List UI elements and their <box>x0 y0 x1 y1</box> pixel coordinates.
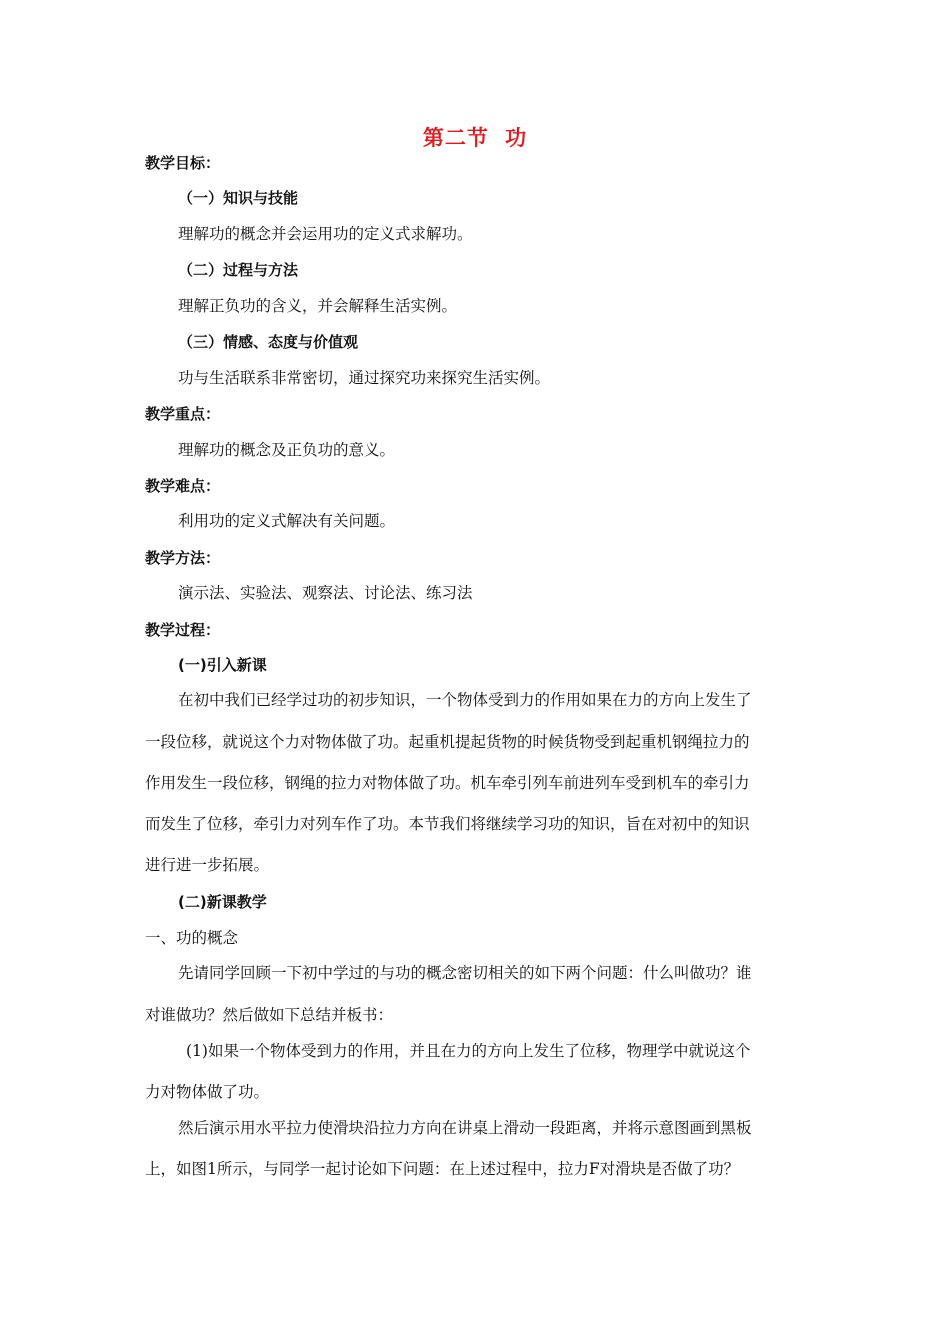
objectives-text2: 理解正负功的含义，并会解释生活实例。 <box>178 297 458 315</box>
objectives-sub1: （一）知识与技能 <box>178 189 299 207</box>
page-title: 第二节 功 <box>422 126 528 150</box>
paragraph-line: 先请同学回顾一下初中学过的与功的概念密切相关的如下两个问题：什么叫做功？谁 <box>178 964 752 982</box>
objectives-sub2: （二）过程与方法 <box>178 261 299 279</box>
objectives-text1: 理解功的概念并会运用功的定义式求解功。 <box>178 225 473 243</box>
intro-heading: (一)引入新课 <box>178 656 267 674</box>
intro-line: 在初中我们已经学过功的初步知识，一个物体受到力的作用如果在力的方向上发生了 <box>178 691 752 709</box>
difficulties-heading: 教学难点： <box>145 477 221 495</box>
difficulties-text: 利用功的定义式解决有关问题。 <box>178 512 396 530</box>
definition-line: (1)如果一个物体受到力的作用，并且在力的方向上发生了位移，物理学中就说这个 <box>186 1042 751 1060</box>
intro-line: 而发生了位移，牵引力对列车作了功。本节我们将继续学习功的知识，旨在对初中的知识 <box>145 815 750 833</box>
intro-line: 作用发生一段位移，钢绳的拉力对物体做了功。机车牵引列车前进列车受到机车的牵引力 <box>145 774 750 792</box>
paragraph-line: 上，如图1所示，与同学一起讨论如下问题：在上述过程中，拉力F对滑块是否做了功？ <box>145 1160 740 1178</box>
new-lesson-heading: (二)新课教学 <box>178 893 267 911</box>
intro-line: 一段位移，就说这个力对物体做了功。起重机提起货物的时候货物受到起重机钢绳拉力的 <box>145 733 750 751</box>
process-heading: 教学过程： <box>145 621 221 639</box>
methods-text: 演示法、实验法、观察法、讨论法、练习法 <box>178 584 473 602</box>
intro-line: 进行进一步拓展。 <box>145 856 270 874</box>
key-points-heading: 教学重点： <box>145 405 221 423</box>
definition-line: 力对物体做了功。 <box>145 1083 270 1101</box>
methods-heading: 教学方法： <box>145 549 221 567</box>
objectives-sub3: （三）情感、态度与价值观 <box>178 333 359 351</box>
concept-heading: 一、功的概念 <box>145 929 239 947</box>
objectives-heading: 教学目标： <box>145 154 221 172</box>
paragraph-line: 然后演示用水平拉力使滑块沿拉力方向在讲桌上滑动一段距离，并将示意图画到黑板 <box>178 1119 752 1137</box>
paragraph-line: 对谁做功？然后做如下总结并板书： <box>145 1006 394 1024</box>
key-points-text: 理解功的概念及正负功的意义。 <box>178 441 396 459</box>
objectives-text3: 功与生活联系非常密切，通过探究功来探究生活实例。 <box>178 369 551 387</box>
